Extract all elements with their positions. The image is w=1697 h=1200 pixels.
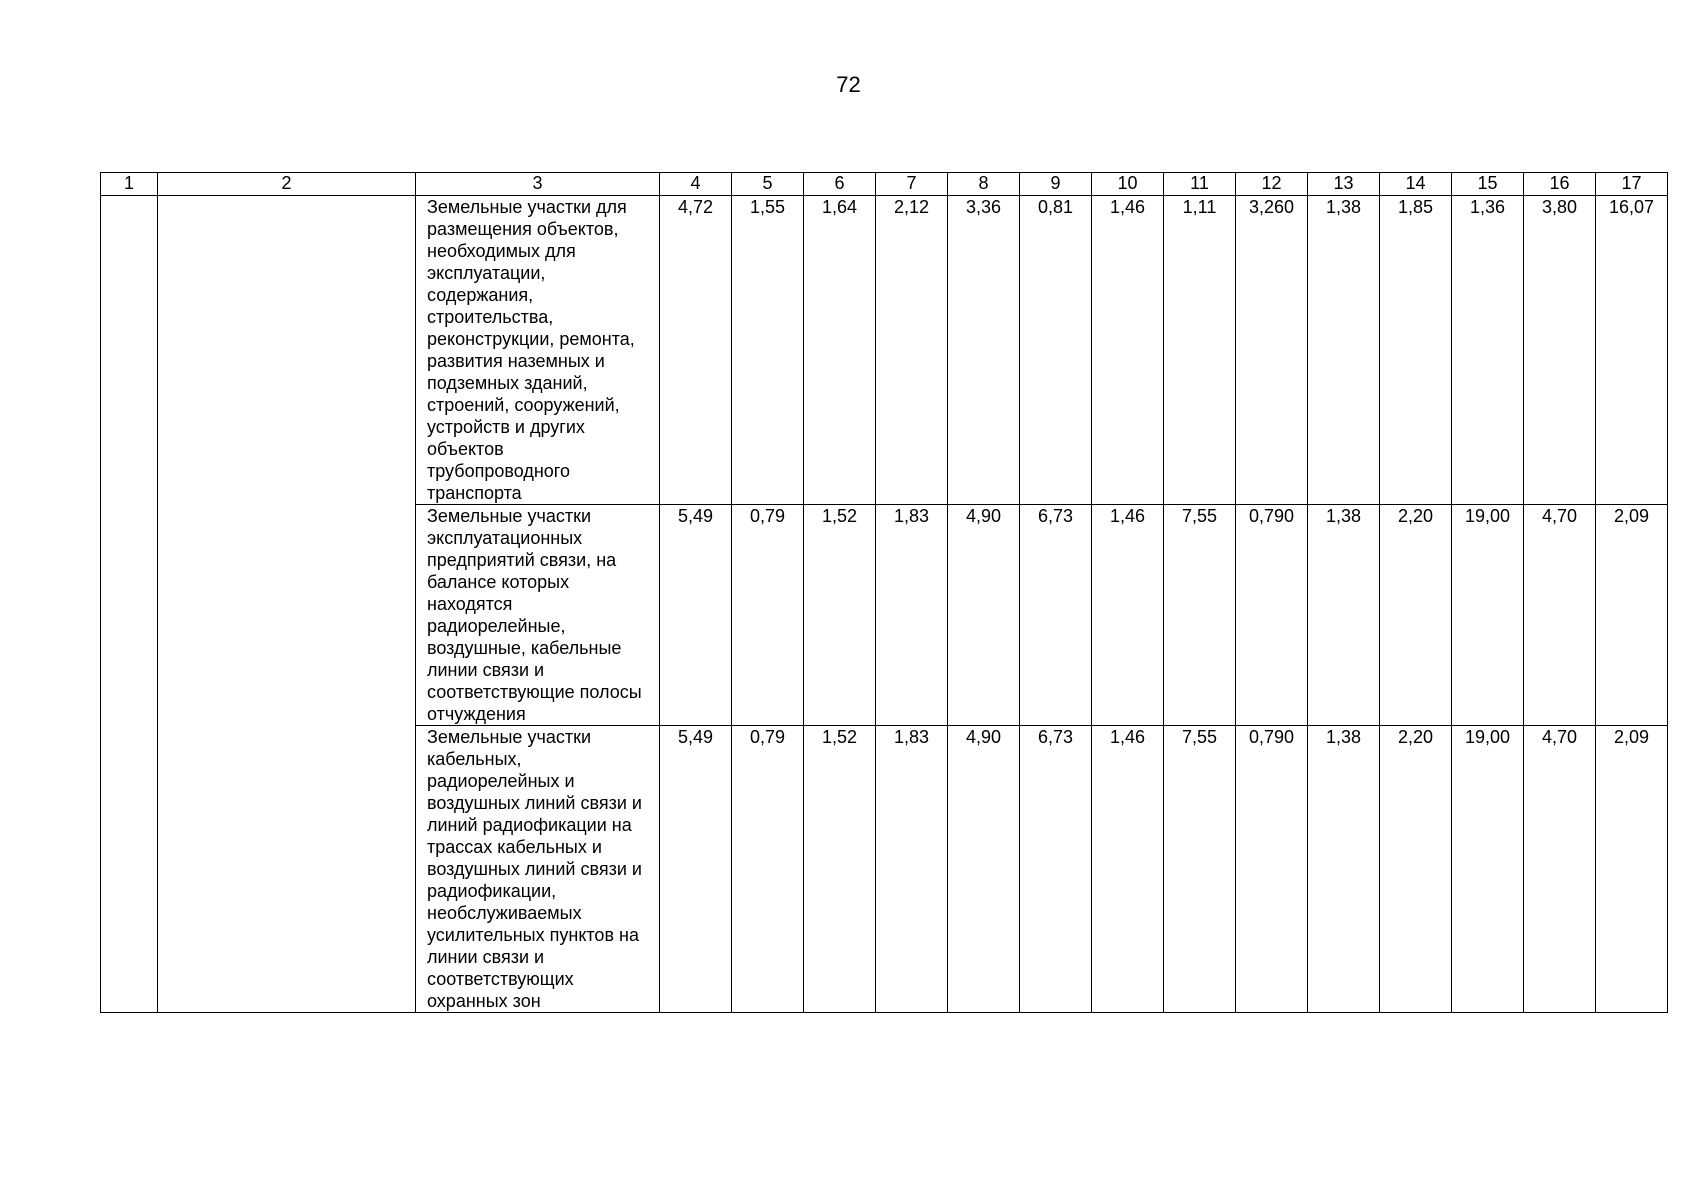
value-cell: 2,09 (1596, 726, 1668, 1013)
column-header: 7 (876, 173, 948, 196)
column-1-cell (101, 196, 158, 1013)
value-cell: 0,81 (1020, 196, 1092, 505)
rates-table (100, 172, 1668, 1013)
value-cell: 4,72 (660, 196, 732, 505)
value-cell: 4,70 (1524, 505, 1596, 726)
value-cell: 7,55 (1164, 505, 1236, 726)
column-header: 8 (948, 173, 1020, 196)
value-cell: 1,46 (1092, 505, 1164, 726)
column-2-cell (158, 196, 416, 1013)
column-header: 6 (804, 173, 876, 196)
row-description: Земельные участки для размещения объектов, необходимых для эксплуатации, содержания, строительства, реконструкции, ремонта, развития наземных и подземных зданий, строений, сооружений, устройств и других объектов трубопроводного транспорта (416, 196, 660, 505)
value-cell: 0,79 (732, 505, 804, 726)
column-header: 1 (101, 173, 158, 196)
value-cell: 1,38 (1308, 196, 1380, 505)
value-cell: 4,90 (948, 505, 1020, 726)
value-cell: 0,790 (1236, 726, 1308, 1013)
value-cell: 0,790 (1236, 505, 1308, 726)
value-cell: 0,79 (732, 726, 804, 1013)
value-cell: 3,36 (948, 196, 1020, 505)
column-header: 17 (1596, 173, 1668, 196)
value-cell: 1,64 (804, 196, 876, 505)
column-header: 15 (1452, 173, 1524, 196)
column-header: 4 (660, 173, 732, 196)
value-cell: 1,46 (1092, 196, 1164, 505)
table-header-row (101, 173, 1668, 196)
column-header: 5 (732, 173, 804, 196)
value-cell: 2,20 (1380, 505, 1452, 726)
value-cell: 1,36 (1452, 196, 1524, 505)
value-cell: 2,12 (876, 196, 948, 505)
value-cell: 5,49 (660, 726, 732, 1013)
value-cell: 4,70 (1524, 726, 1596, 1013)
value-cell: 19,00 (1452, 726, 1524, 1013)
value-cell: 3,260 (1236, 196, 1308, 505)
column-header: 10 (1092, 173, 1164, 196)
value-cell: 5,49 (660, 505, 732, 726)
value-cell: 1,52 (804, 726, 876, 1013)
value-cell: 1,38 (1308, 726, 1380, 1013)
column-header: 9 (1020, 173, 1092, 196)
value-cell: 7,55 (1164, 726, 1236, 1013)
value-cell: 1,83 (876, 505, 948, 726)
column-header: 14 (1380, 173, 1452, 196)
value-cell: 1,46 (1092, 726, 1164, 1013)
value-cell: 6,73 (1020, 726, 1092, 1013)
value-cell: 4,90 (948, 726, 1020, 1013)
value-cell: 1,52 (804, 505, 876, 726)
row-description: Земельные участки кабельных, радиорелейных и воздушных линий связи и линий радиофикации на трассах кабельных и воздушных линий связи и радиофикации, необслуживаемых усилительных пунктов на линии связи и соответствующих охранных зон (416, 726, 660, 1013)
page-number: 72 (836, 72, 861, 97)
value-cell: 3,80 (1524, 196, 1596, 505)
value-cell: 2,09 (1596, 505, 1668, 726)
column-header: 2 (158, 173, 416, 196)
column-header: 11 (1164, 173, 1236, 196)
value-cell: 1,55 (732, 196, 804, 505)
value-cell: 1,83 (876, 726, 948, 1013)
value-cell: 1,11 (1164, 196, 1236, 505)
value-cell: 2,20 (1380, 726, 1452, 1013)
table-row (101, 196, 1668, 505)
value-cell: 16,07 (1596, 196, 1668, 505)
value-cell: 1,85 (1380, 196, 1452, 505)
column-header: 12 (1236, 173, 1308, 196)
value-cell: 6,73 (1020, 505, 1092, 726)
value-cell: 19,00 (1452, 505, 1524, 726)
row-description: Земельные участки эксплуатационных предприятий связи, на балансе которых находятся радиорелейные, воздушные, кабельные линии связи и соответствующие полосы отчуждения (416, 505, 660, 726)
value-cell: 1,38 (1308, 505, 1380, 726)
column-header: 13 (1308, 173, 1380, 196)
column-header: 3 (416, 173, 660, 196)
column-header: 16 (1524, 173, 1596, 196)
